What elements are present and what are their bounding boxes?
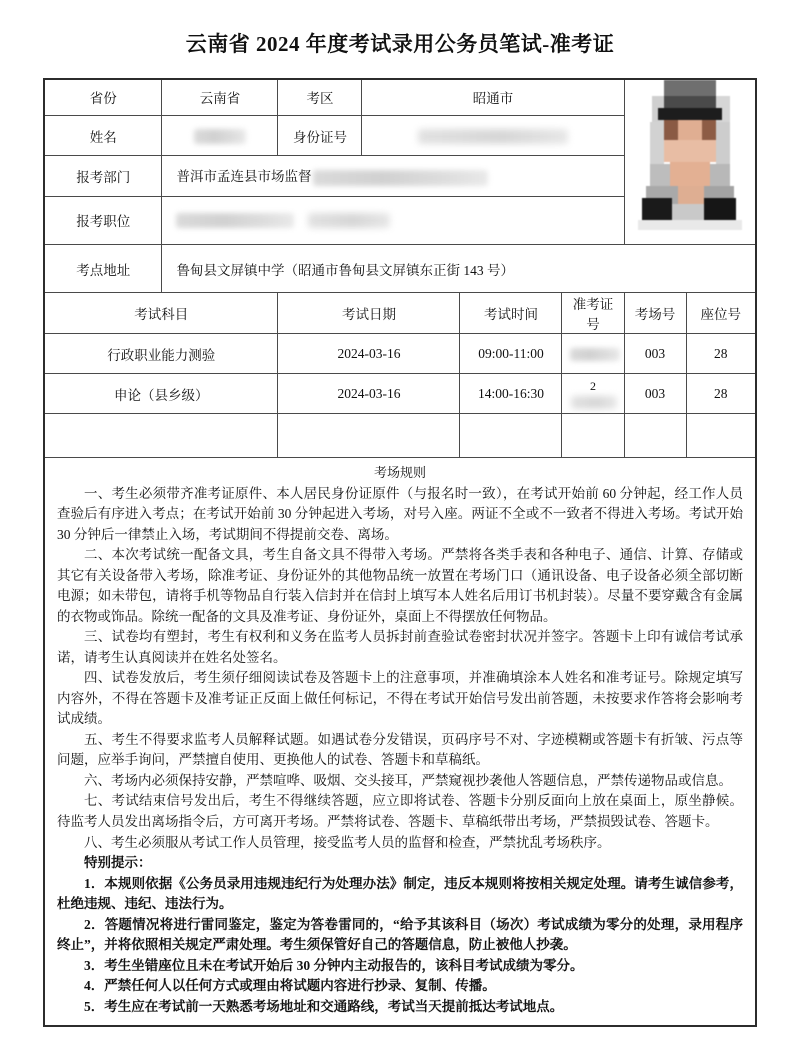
rule-item: 七、考试结束信号发出后，考生不得继续答题，应立即将试卷、答题卡分别反面向上放在桌面上，原坐静候。待监考人员发出离场指令后，方可离开考场。严禁将试卷、答题卡、草稿纸带出考场，严禁损毁试卷、答题卡。	[56, 793, 744, 829]
exam-date: 2024-03-16	[278, 374, 460, 414]
schedule-header-ticketno: 准考证号	[562, 293, 624, 334]
table-row-exam	[44, 374, 756, 414]
table-row-exam-empty	[44, 414, 756, 458]
special-notice-title: 特别提示：	[83, 855, 152, 871]
id-value	[362, 115, 624, 155]
table-row-exam	[44, 334, 756, 374]
schedule-header-date: 考试日期	[278, 293, 460, 334]
rule-item: 一、考生必须带齐准考证原件、本人居民身份证原件（与报名时一致），在考试开始前 60 分钟起，经工作人员查验后有序进入考点；在考试开始前 30 分钟起进入考场，对号入座。两证不全或不一致者不得进入考场。考试开始 30 分钟后一律禁止入场，考试期间不得提前交卷、离场。	[56, 485, 744, 542]
exam-time	[460, 414, 562, 458]
province-value: 云南省	[162, 79, 278, 115]
exam-subject: 行政职业能力测验	[44, 334, 278, 374]
name-label: 姓名	[44, 115, 162, 155]
schedule-header-time: 考试时间	[460, 293, 562, 334]
ticket-no-partial: 2	[590, 378, 596, 393]
department-label: 报考部门	[44, 156, 162, 196]
rule-item: 二、本次考试统一配备文具，考生自备文具不得带入考场。严禁将各类手表和各种电子、通信、计算、存储或其它有关设备带入考场，除准考证、身份证外的其他物品统一放置在考场门口（通讯设备、电子设备必须全部切断电源；如未带包，请将手机等物品自行装入信封并在信封上填写本人姓名后用订书机封装）。尽量不要穿戴含有金属的衣物或饰品。除统一配备的文具及准考证、身份证外，桌面上不得摆放任何物品。	[56, 547, 744, 624]
table-row-province	[44, 79, 756, 115]
district-label: 考区	[278, 79, 362, 115]
schedule-header-row	[44, 293, 756, 334]
department-value: 普洱市孟连县市场监督	[176, 169, 312, 185]
position-value-cell	[162, 196, 624, 244]
special-notice-item: 1．本规则依据《公务员录用违规违纪行为处理办法》制定，违反本规则将按相关规定处理。请考生诚信参考，杜绝违规、违纪、违法行为。	[56, 875, 744, 912]
exam-subject	[44, 414, 278, 458]
exam-time: 09:00-11:00	[460, 334, 562, 374]
position-label: 报考职位	[44, 196, 162, 244]
exam-ticket-no	[562, 334, 624, 374]
name-redaction	[194, 129, 246, 144]
exam-date: 2024-03-16	[278, 334, 460, 374]
exam-room	[624, 414, 686, 458]
photo-mosaic-image	[638, 80, 742, 230]
exam-subject: 申论（县乡级）	[44, 374, 278, 414]
name-value	[162, 115, 278, 155]
site-label: 考点地址	[44, 245, 162, 293]
id-redaction	[418, 129, 568, 144]
rule-item: 六、考场内必须保持安静，严禁喧哗、吸烟、交头接耳，严禁窥视抄袭他人答题信息，严禁传递物品或信息。	[83, 772, 732, 788]
table-row-rules	[44, 458, 756, 1027]
candidate-photo	[624, 79, 756, 245]
schedule-header-seat: 座位号	[686, 293, 756, 334]
page-title: 云南省 2024 年度考试录用公务员笔试-准考证	[185, 32, 615, 56]
special-notice-item: 4．严禁任何人以任何方式或理由将试题内容进行抄录、复制、传播。	[83, 978, 496, 994]
rule-item: 五、考生不得要求监考人员解释试题。如遇试卷分发错误，页码序号不对、字迹模糊或答题卡有折皱、污点等问题，应举手询问，严禁擅自使用、更换他人的试卷、答题卡和草稿纸。	[56, 731, 744, 768]
exam-ticket-no	[562, 414, 624, 458]
special-notice-item: 5．考生应在考试前一天熟悉考场地址和交通路线，考试当天提前抵达考试地点。	[83, 998, 564, 1014]
department-redaction	[313, 170, 488, 186]
exam-room: 003	[624, 374, 686, 414]
exam-ticket-no	[562, 374, 624, 414]
schedule-header-subject: 考试科目	[44, 293, 278, 334]
exam-date	[278, 414, 460, 458]
district-value: 昭通市	[362, 79, 624, 115]
province-label: 省份	[44, 79, 162, 115]
ticket-table	[43, 78, 757, 1027]
schedule-header-room: 考场号	[624, 293, 686, 334]
id-label: 身份证号	[278, 115, 362, 155]
position-redaction-2	[308, 213, 390, 228]
exam-seat: 28	[686, 374, 756, 414]
rule-item: 四、试卷发放后，考生须仔细阅读试卷及答题卡上的注意事项，并准确填涂本人姓名和准考证号。除规定填写内容外，不得在答题卡及准考证正反面上做任何标记，不得在考试开始信号发出前答题，未按要求作答将会影响考试成绩。	[56, 670, 744, 727]
exam-seat: 28	[686, 334, 756, 374]
rules-cell	[44, 458, 756, 1027]
rule-item: 八、考生必须服从考试工作人员管理，接受监考人员的监督和检查，严禁扰乱考场秩序。	[83, 834, 611, 850]
ticket-no-redaction	[571, 396, 617, 409]
exam-seat	[686, 414, 756, 458]
special-notice-item: 3．考生坐错座位且未在考试开始后 30 分钟内主动报告的，该科目考试成绩为零分。	[83, 957, 584, 973]
ticket-no-redaction	[570, 348, 620, 361]
special-notice-item: 2．答题情况将进行雷同鉴定，鉴定为答卷雷同的，“给予其该科目（场次）考试成绩为零分的处理，录用程序终止”，并将依照相关规定严肃处理。考生须保管好自己的答题信息，防止被他人抄袭。	[56, 916, 744, 953]
site-value: 鲁甸县文屏镇中学（昭通市鲁甸县文屏镇东正街 143 号）	[162, 245, 756, 293]
rule-item: 三、试卷均有塑封，考生有权利和义务在监考人员拆封前查验试卷密封状况并签字。答题卡上印有诚信考试承诺，请考生认真阅读并在姓名处签名。	[56, 629, 744, 665]
table-row-site	[44, 245, 756, 293]
department-value-cell	[162, 156, 624, 196]
exam-time: 14:00-16:30	[460, 374, 562, 414]
position-redaction-1	[176, 213, 294, 228]
rules-title: 考场规则	[373, 465, 426, 480]
exam-room: 003	[624, 334, 686, 374]
photo-frame	[625, 80, 756, 244]
